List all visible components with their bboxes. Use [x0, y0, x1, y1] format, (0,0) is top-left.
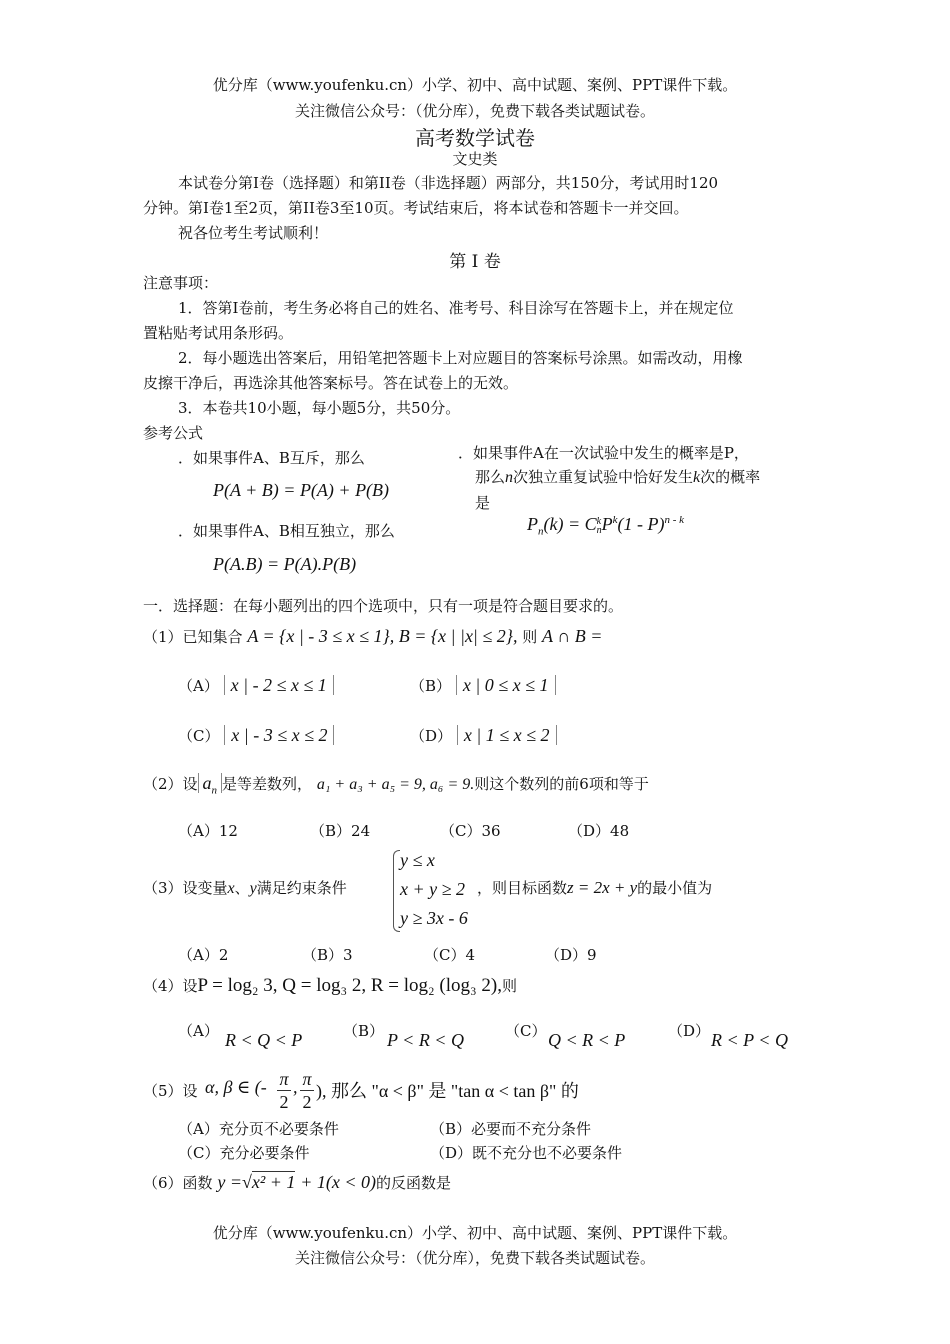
q5-stem-label: （5）设: [143, 1082, 198, 1100]
formula-2-math: P(A.B) = P(A).P(B): [213, 554, 357, 574]
q1-stem: （1）已知集合 A = {x | - 3 ≤ x ≤ 1}, B = {x | |x| ≤ 2}, 则 A ∩ B =: [143, 626, 603, 646]
q5-option-c: （C）充分必要条件: [178, 1144, 310, 1162]
notes-heading: 注意事项：: [143, 274, 219, 292]
q3-constraint-1: y ≤ x: [400, 850, 435, 870]
q3-constraint-3: y ≥ 3x - 6: [400, 908, 468, 928]
page-subtitle: 文史类: [452, 150, 498, 168]
q3-stem-left: （3）设变量x、y满足约束条件: [143, 879, 347, 897]
q2-option-c: （C）36: [440, 822, 501, 840]
header-line-2: 关注微信公众号：（优分库），免费下载各类试题试卷。: [294, 102, 655, 120]
q4-option-d-label: （D）: [668, 1022, 711, 1040]
q5-comma: ,: [293, 1077, 298, 1097]
q4-option-b-label: （B）: [343, 1022, 385, 1040]
q3-constraint-2: x + y ≥ 2: [400, 879, 466, 899]
q5-interval-start: α, β ∈ (-: [205, 1077, 267, 1097]
formula-3-math: $P_n(k) = C$ k n $P^k(1 - P)^{n - k}$: [527, 514, 685, 538]
q5-fraction-1: π 2: [277, 1068, 291, 1113]
q3-stem-right: ，则目标函数z = 2x + y的最小值为: [477, 878, 713, 897]
formula-1-text: ．如果事件A、B互斥，那么: [178, 449, 365, 467]
formula-2-text: ．如果事件A、B相互独立，那么: [178, 522, 395, 540]
q4-stem: （4）设P = log₂ 3, Q = log₃ 2, R = log₂ (log₃ 2),则: [143, 975, 517, 996]
formula-3-line-2: 那么n次独立重复试验中恰好发生k次的概率: [475, 468, 761, 486]
q2-stem: （2）设 $a_n$ 是等差数列， a₁ + a₃ + a₅ = 9, a₆ = 9.则这个数列的前6项和等于: [143, 773, 649, 797]
q4-option-b: P < R < Q: [387, 1030, 464, 1050]
note-1-line-2: 置粘贴考试用条形码。: [143, 324, 294, 342]
intro-line-1: 本试卷分第I卷（选择题）和第II卷（非选择题）两部分，共150分，考试用时120: [178, 174, 719, 192]
q3-option-b: （B）3: [302, 946, 353, 964]
q3-option-d: （D）9: [545, 946, 597, 964]
q4-option-c: Q < R < P: [548, 1030, 626, 1050]
note-1-line-1: 1．答第I卷前，考生务必将自己的姓名、准考号、科目涂写在答题卡上，并在规定位: [178, 299, 734, 317]
formulas-heading: 参考公式: [143, 424, 204, 442]
q3-option-c: （C）4: [424, 946, 476, 964]
note-2-line-1: 2．每小题选出答案后，用铅笔把答题卡上对应题目的答案标号涂黑。如需改动，用橡: [178, 349, 743, 367]
q2-option-d: （D）48: [568, 822, 630, 840]
formula-1-math: P(A + B) = P(A) + P(B): [213, 480, 390, 500]
q4-option-a-label: （A）: [178, 1022, 219, 1040]
q5-option-a: （A）充分页不必要条件: [178, 1120, 339, 1138]
q1-option-b: （B） x | 0 ≤ x ≤ 1: [410, 675, 556, 696]
footer-line-2: 关注微信公众号：（优分库），免费下载各类试题试卷。: [294, 1249, 655, 1267]
intro-line-3: 祝各位考生考试顺利！: [178, 224, 329, 242]
q5-option-d: （D）既不充分也不必要条件: [430, 1144, 623, 1162]
q4-option-a: R < Q < P: [225, 1030, 303, 1050]
section-title: 第 I 卷: [449, 252, 501, 272]
q1-option-d: （D） x | 1 ≤ x ≤ 2: [410, 725, 557, 746]
q6-stem: （6）函数 y =√x² + 1 + 1(x < 0)的反函数是: [143, 1172, 451, 1192]
radical-icon: √: [241, 1172, 252, 1192]
header-line-1: 优分库（www.youfenku.cn）小学、初中、高中试题、案例、PPT课件下载。: [212, 76, 738, 94]
formula-3-line-1: ．如果事件A在一次试验中发生的概率是P，: [458, 444, 749, 462]
footer-line-1: 优分库（www.youfenku.cn）小学、初中、高中试题、案例、PPT课件下载。: [212, 1224, 738, 1242]
part-1-heading: 一．选择题：在每小题列出的四个选项中，只有一项是符合题目要求的。: [143, 597, 624, 615]
formula-3-line-3: 是: [475, 494, 491, 512]
q1-option-c: （C） x | - 3 ≤ x ≤ 2: [178, 725, 334, 746]
q3-option-a: （A）2: [178, 946, 229, 964]
intro-line-2: 分钟。第I卷1至2页，第II卷3至10页。考试结束后，将本试卷和答题卡一并交回。: [143, 199, 689, 217]
q1-option-a: （A） x | - 2 ≤ x ≤ 1: [178, 675, 334, 696]
q2-option-b: （B）24: [310, 822, 371, 840]
note-3: 3．本卷共10小题，每小题5分，共50分。: [178, 399, 461, 417]
constraint-brace: [393, 850, 400, 932]
q5-fraction-2: π 2: [300, 1068, 314, 1113]
q4-option-d: R < P < Q: [711, 1030, 788, 1050]
q2-option-a: （A）12: [178, 822, 238, 840]
q4-option-c-label: （C）: [505, 1022, 547, 1040]
q5-option-b: （B）必要而不充分条件: [430, 1120, 592, 1138]
note-2-line-2: 皮擦干净后，再选涂其他答案标号。答在试卷上的无效。: [143, 374, 519, 392]
page-title: 高考数学试卷: [415, 126, 535, 150]
q5-stem-rest: ), 那么 "α < β" 是 "tan α < tan β" 的: [316, 1081, 579, 1101]
